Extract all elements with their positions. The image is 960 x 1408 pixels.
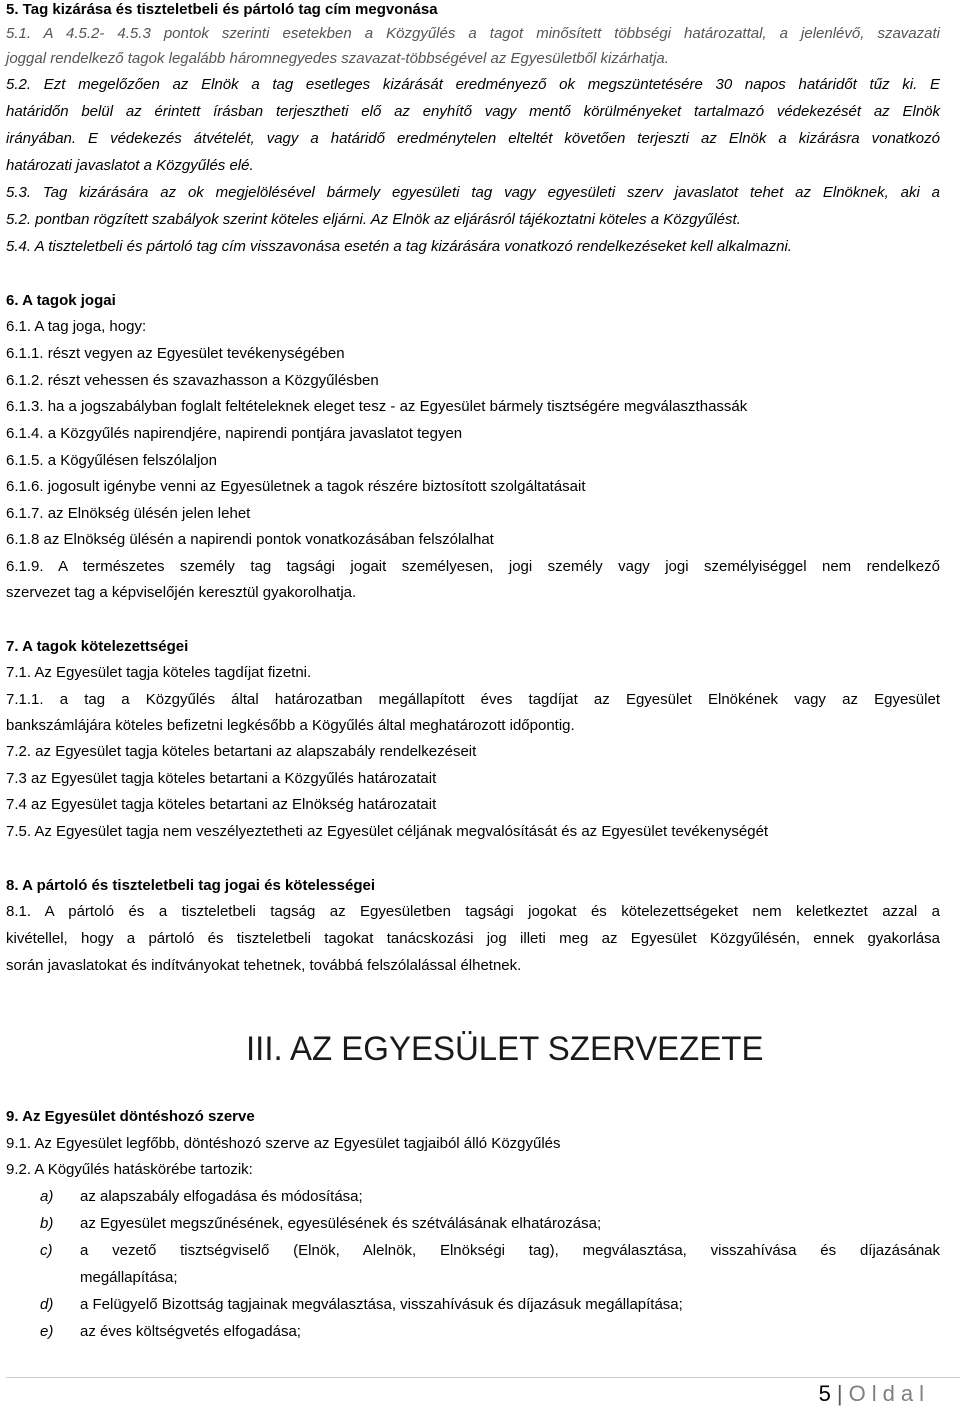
list-item-e: az éves költségvetés elfogadása; xyxy=(80,1323,301,1340)
item-6-1-9-line-1: 6.1.9. A természetes személy tag tagsági jogait személyesen, jogi személy vagy jogi személyiséggel nem rendelkező xyxy=(6,558,940,575)
paragraph-5-2-line-4: határozati javaslatot a Közgyűlés elé. xyxy=(6,157,254,174)
item-7-2: 7.2. az Egyesület tagja köteles betartani az alapszabály rendelkezéseit xyxy=(6,743,477,760)
item-7-5: 7.5. Az Egyesület tagja nem veszélyeztetheti az Egyesület céljának megvalósítását és az Egyesület tevékenységét xyxy=(6,823,769,840)
item-6-1: 6.1. A tag joga, hogy: xyxy=(6,318,147,335)
item-6-1-4: 6.1.4. a Közgyűlés napirendjére, napirendi pontjára javaslatot tegyen xyxy=(6,425,463,442)
section-6-heading: 6. A tagok jogai xyxy=(6,292,116,309)
paragraph-5-2-line-1: 5.2. Ezt megelőzően az Elnök a tag esetleges kizárását eredményező ok megszüntetésére 30 napos határidőt tűz ki. E xyxy=(6,76,940,93)
list-letter-e: e) xyxy=(40,1323,54,1340)
list-item-d: a Felügyelő Bizottság tagjainak megválasztása, visszahívásuk és díjazásuk megállapítása; xyxy=(80,1296,683,1313)
item-7-1-1-line-1: 7.1.1. a tag a Közgyűlés által határozatban megállapított éves tagdíjat az Egyesület Elnökének vagy az Egyesület xyxy=(6,691,940,708)
paragraph-5-4: 5.4. A tiszteletbeli és pártoló tag cím visszavonása esetén a tag kizárására vonatkozó rendelkezéseket kell alkalmazni. xyxy=(6,238,792,255)
page-number: 5 xyxy=(818,1381,831,1406)
paragraph-5-2-line-3: irányában. E védekezés átvételét, vagy a határidő eredménytelen elteltét követően terjeszti az Elnök a kizárásra vonatkozó xyxy=(6,130,940,147)
list-item-c-line-2: megállapítása; xyxy=(80,1269,178,1286)
paragraph-5-2-line-2: határidőn belül az érintett írásban terjesztheti elő az enyhítő vagy mentő körülményeket tartalmazó védekezését az Elnök xyxy=(6,103,940,120)
list-item-b: az Egyesület megszűnésének, egyesülésének és szétválásának elhatározása; xyxy=(80,1215,602,1232)
item-8-1-line-3: során javaslatokat és indítványokat tehetnek, továbbá felszólalással élhetnek. xyxy=(6,957,522,974)
item-7-3: 7.3 az Egyesület tagja köteles betartani a Közgyűlés határozatait xyxy=(6,770,437,787)
item-6-1-9-line-2: szervezet tag a képviselőjén keresztül gyakorolhatja. xyxy=(6,584,357,601)
footer-separator: | xyxy=(836,1381,843,1406)
item-7-1: 7.1. Az Egyesület tagja köteles tagdíjat fizetni. xyxy=(6,664,312,681)
page-footer xyxy=(819,1380,930,1408)
item-7-1-1-line-2: bankszámlájára köteles befizetni legkésőbb a Kögyűlés által meghatározott időpontig. xyxy=(6,717,575,734)
paragraph-5-1-line-1: 5.1. A 4.5.2- 4.5.3 pontok szerinti esetekben a Közgyűlés a tagot minősített többségi határozattal, a jelenlévő, szavazati xyxy=(6,25,940,42)
section-5-heading: 5. Tag kizárása és tiszteletbeli és pártoló tag cím megvonása xyxy=(6,1,438,18)
list-letter-d: d) xyxy=(40,1296,54,1313)
item-6-1-3: 6.1.3. ha a jogszabályban foglalt feltételeknek eleget tesz - az Egyesület bármely tisztségére megválaszthassák xyxy=(6,398,748,415)
item-6-1-1: 6.1.1. részt vegyen az Egyesület tevékenységében xyxy=(6,345,345,362)
paragraph-5-3-line-2: 5.2. pontban rögzített szabályok szerint köteles eljárni. Az Elnök az eljárásról tájékoztatni köteles a Közgyűlést. xyxy=(6,211,741,228)
item-7-4: 7.4 az Egyesület tagja köteles betartani az Elnökség határozatait xyxy=(6,796,437,813)
list-letter-c: c) xyxy=(40,1242,53,1259)
item-6-1-2: 6.1.2. részt vehessen és szavazhasson a Közgyűlésben xyxy=(6,372,379,389)
footer-divider xyxy=(6,1377,960,1378)
item-8-1-line-1: 8.1. A pártoló és a tiszteletbeli tagság az Egyesületben tagsági jogokat és kötelezettségeket nem keletkeztet azzal a xyxy=(6,903,940,920)
list-letter-b: b) xyxy=(40,1215,54,1232)
section-8-heading: 8. A pártoló és tiszteletbeli tag jogai és kötelességei xyxy=(6,877,376,894)
paragraph-5-1-line-2: joggal rendelkező tagok legalább háromnegyedes szavazat-többségével az Egyesületből kizárhatja. xyxy=(6,50,669,67)
list-item-c-line-1: a vezető tisztségviselő (Elnök, Alelnök, Elnökségi tag), megválasztása, visszahívása és díjazásának xyxy=(80,1242,940,1259)
item-6-1-5: 6.1.5. a Kögyűlésen felszólaljon xyxy=(6,452,217,469)
item-6-1-8: 6.1.8 az Elnökség ülésén a napirendi pontok vonatkozásában felszólalhat xyxy=(6,531,494,548)
footer-word: Oldal xyxy=(848,1381,930,1406)
item-9-2: 9.2. A Kögyűlés hatáskörébe tartozik: xyxy=(6,1161,253,1178)
paragraph-5-3-line-1: 5.3. Tag kizárására az ok megjelölésével bármely egyesületi tag vagy egyesületi szerv javaslatot tehet az Elnöknek, aki a xyxy=(6,184,940,201)
section-7-heading: 7. A tagok kötelezettségei xyxy=(6,638,189,655)
part-title: III. AZ EGYESÜLET SZERVEZETE xyxy=(246,1030,764,1068)
item-9-1: 9.1. Az Egyesület legfőbb, döntéshozó szerve az Egyesület tagjaiból álló Közgyűlés xyxy=(6,1135,561,1152)
item-6-1-7: 6.1.7. az Elnökség ülésén jelen lehet xyxy=(6,505,251,522)
list-letter-a: a) xyxy=(40,1188,54,1205)
section-9-heading: 9. Az Egyesület döntéshozó szerve xyxy=(6,1108,255,1125)
item-8-1-line-2: kivétellel, hogy a pártoló és tiszteletbeli tagokat tanácskozási jog illeti meg az Egyesület Közgyűlésén, ennek gyakorlása xyxy=(6,930,940,947)
list-item-a: az alapszabály elfogadása és módosítása; xyxy=(80,1188,363,1205)
item-6-1-6: 6.1.6. jogosult igénybe venni az Egyesületnek a tagok részére biztosított szolgáltatásait xyxy=(6,478,586,495)
